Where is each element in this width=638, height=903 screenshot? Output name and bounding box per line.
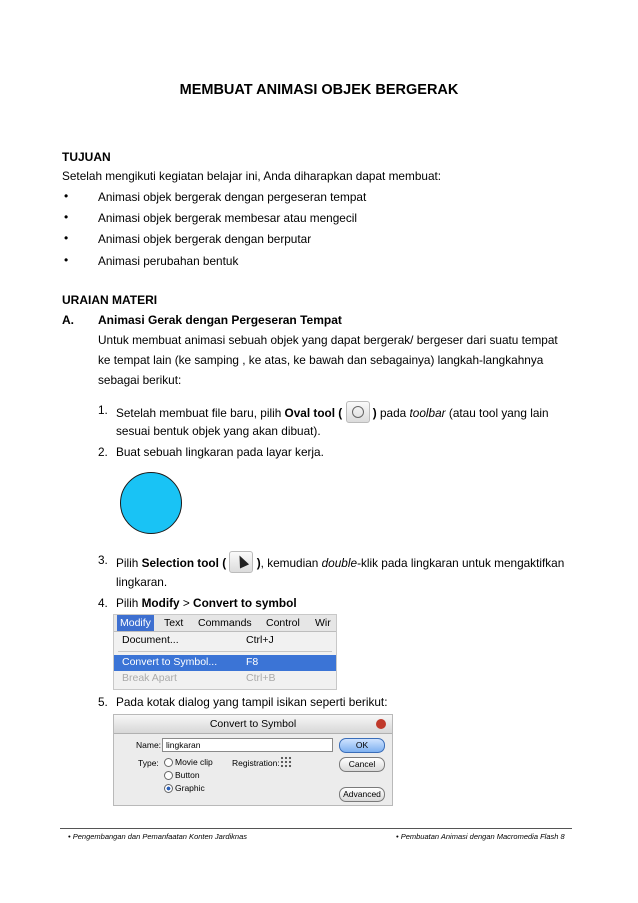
footer-left-text: Pengembangan dan Pemanfaatan Konten Jardiknas bbox=[72, 832, 248, 841]
name-label: Name: bbox=[136, 740, 162, 750]
menu-item-label: Document... bbox=[122, 634, 179, 646]
paragraph-line: Untuk membuat animasi sebuah objek yang dapat bergerak/ bergeser dari suatu tempat bbox=[98, 333, 558, 347]
type-label: Type: bbox=[138, 758, 159, 768]
selection-tool-label: Selection tool ( bbox=[141, 556, 227, 571]
bullet-dot: • bbox=[64, 210, 69, 224]
step-3-part: , kemudian bbox=[260, 556, 322, 571]
tujuan-bullet: Animasi objek bergerak membesar atau mengecil bbox=[98, 211, 358, 225]
footer-left: • Pengembangan dan Pemanfaatan Konten Jardiknas bbox=[68, 832, 248, 841]
advanced-button[interactable]: Advanced bbox=[339, 787, 385, 802]
step-number: 4. bbox=[98, 596, 108, 610]
menu-item-shortcut: Ctrl+B bbox=[246, 672, 276, 684]
step-4-text bbox=[116, 596, 297, 610]
double-term: double bbox=[321, 556, 358, 571]
menu-item-label: Convert to Symbol... bbox=[122, 656, 218, 668]
radio-label: Movie clip bbox=[175, 757, 213, 767]
close-icon[interactable] bbox=[376, 719, 386, 729]
menu-text[interactable]: Text bbox=[164, 617, 184, 629]
section-title: Animasi Gerak dengan Pergeseran Tempat bbox=[98, 313, 342, 327]
ok-button[interactable]: OK bbox=[339, 738, 385, 753]
modify-term: Modify bbox=[141, 596, 180, 610]
menu-item-shortcut: F8 bbox=[246, 656, 259, 668]
registration-grid-icon[interactable] bbox=[280, 756, 292, 768]
registration-label: Registration: bbox=[232, 758, 280, 768]
menu-item-convert-to-symbol[interactable] bbox=[114, 655, 336, 671]
radio-label: Button bbox=[175, 770, 200, 780]
step-1-part: (atau tool yang lain bbox=[445, 406, 549, 421]
pointer-arrow-icon bbox=[229, 551, 253, 573]
menu-item-label: Break Apart bbox=[122, 672, 177, 684]
menu-item-document[interactable] bbox=[114, 633, 336, 649]
radio-movie-clip[interactable] bbox=[164, 757, 213, 767]
page-title: MEMBUAT ANIMASI OBJEK BERGERAK bbox=[179, 82, 459, 98]
step-5-text: Pada kotak dialog yang tampil isikan seperti berikut: bbox=[116, 695, 388, 709]
cancel-button[interactable]: Cancel bbox=[339, 757, 385, 772]
step-4-part: Pilih bbox=[116, 596, 142, 610]
menu-item-break-apart[interactable] bbox=[114, 671, 336, 687]
convert-to-symbol-dialog bbox=[113, 714, 393, 806]
menu-commands[interactable]: Commands bbox=[198, 617, 252, 629]
circle-shape bbox=[120, 472, 182, 534]
tujuan-bullet: Animasi objek bergerak dengan pergeseran tempat bbox=[98, 190, 367, 204]
convert-term: Convert to symbol bbox=[193, 596, 297, 610]
bullet-dot: • bbox=[64, 189, 69, 203]
step-1-part: Setelah membuat file baru, pilih bbox=[116, 406, 285, 421]
radio-icon bbox=[164, 771, 173, 780]
footer-right-text: Pembuatan Animasi dengan Macromedia Flash 8 bbox=[400, 832, 565, 841]
step-3-part: Pilih bbox=[116, 556, 142, 571]
step-3-paren: ) bbox=[256, 556, 261, 571]
step-number: 1. bbox=[98, 403, 108, 417]
menu-item-shortcut: Ctrl+J bbox=[246, 634, 274, 646]
toolbar-term: toolbar bbox=[409, 406, 446, 421]
footer-right: • Pembuatan Animasi dengan Macromedia Flash 8 bbox=[396, 832, 565, 841]
step-2-text: Buat sebuah lingkaran pada layar kerja. bbox=[116, 445, 324, 459]
step-number: 3. bbox=[98, 553, 108, 567]
step-number: 2. bbox=[98, 445, 108, 459]
bullet-dot: • bbox=[64, 231, 69, 245]
radio-button[interactable] bbox=[164, 770, 200, 780]
radio-graphic[interactable] bbox=[164, 783, 205, 793]
tujuan-bullet: Animasi objek bergerak dengan berputar bbox=[98, 232, 312, 246]
menu-window[interactable]: Wir bbox=[315, 617, 331, 629]
modify-menu-screenshot bbox=[113, 614, 337, 690]
tujuan-heading: TUJUAN bbox=[62, 150, 111, 164]
step-3-text bbox=[116, 553, 564, 575]
tujuan-intro: Setelah mengikuti kegiatan belajar ini, Anda diharapkan dapat membuat: bbox=[62, 169, 442, 183]
step-1-paren: ) bbox=[372, 406, 377, 421]
uraian-heading: URAIAN MATERI bbox=[62, 293, 158, 307]
menu-divider bbox=[118, 651, 332, 652]
radio-label: Graphic bbox=[175, 783, 205, 793]
step-1-part: pada bbox=[376, 406, 410, 421]
menu-bar bbox=[114, 615, 336, 632]
step-4-part: > bbox=[179, 596, 194, 610]
bullet-dot: • bbox=[64, 253, 69, 267]
step-3-part: -klik pada lingkaran untuk mengaktifkan bbox=[357, 556, 565, 571]
step-number: 5. bbox=[98, 695, 108, 709]
paragraph-line: sebagai berikut: bbox=[98, 373, 182, 387]
tujuan-bullet: Animasi perubahan bentuk bbox=[98, 254, 239, 268]
radio-selected-icon bbox=[164, 784, 173, 793]
radio-icon bbox=[164, 758, 173, 767]
step-1-line2: sesuai bentuk objek yang akan dibuat). bbox=[116, 424, 321, 438]
dialog-title: Convert to Symbol bbox=[114, 715, 392, 734]
name-input[interactable]: lingkaran bbox=[162, 738, 333, 752]
menu-modify[interactable]: Modify bbox=[117, 615, 154, 631]
oval-tool-label: Oval tool ( bbox=[284, 406, 343, 421]
section-letter: A. bbox=[62, 313, 74, 327]
paragraph-line: ke tempat lain (ke samping , ke atas, ke bawah dan sebagainya) langkah-langkahnya bbox=[98, 353, 544, 367]
page-footer bbox=[60, 828, 572, 841]
menu-control[interactable]: Control bbox=[266, 617, 300, 629]
oval-tool-icon bbox=[346, 401, 370, 423]
step-1-text bbox=[116, 403, 549, 425]
step-3-line2: lingkaran. bbox=[116, 575, 168, 589]
